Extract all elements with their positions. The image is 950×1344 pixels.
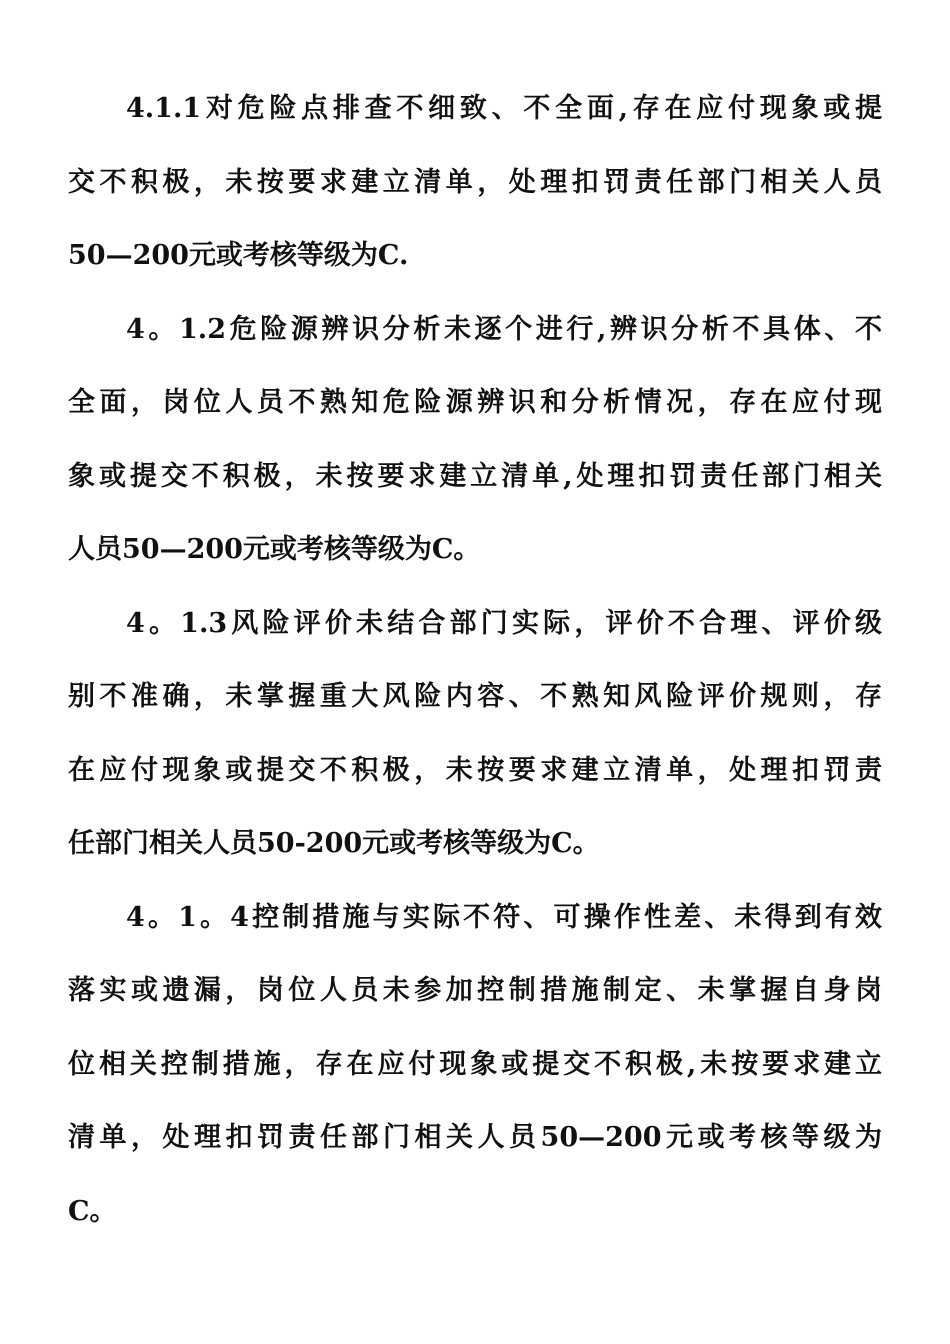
paragraph-line: 人员50—200元或考核等级为C。 xyxy=(68,534,481,565)
section-4-1-4 xyxy=(68,881,882,1249)
paragraph-line: 任部门相关人员50-200元或考核等级为C。 xyxy=(68,828,600,859)
document-body xyxy=(68,72,882,1248)
paragraph-line: 4。1。4控制措施与实际不符、可操作性差、未得到有效 xyxy=(126,901,882,933)
section-4-1-3 xyxy=(68,587,882,881)
paragraph-line: 交不积极，未按要求建立清单，处理扣罚责任部门相关人员 xyxy=(68,166,882,198)
paragraph-line: 全面，岗位人员不熟知危险源辨识和分析情况，存在应付现 xyxy=(68,387,882,418)
section-4-1-1 xyxy=(68,72,882,293)
paragraph-line: 在应付现象或提交不积极，未按要求建立清单，处理扣罚责 xyxy=(68,754,882,786)
paragraph-line: 4.1.1对危险点排查不细致、不全面,存在应付现象或提 xyxy=(126,93,882,124)
paragraph-line: 位相关控制措施，存在应付现象或提交不积极,未按要求建立 xyxy=(68,1048,882,1080)
paragraph-line: 别不准确，未掌握重大风险内容、不熟知风险评价规则，存 xyxy=(68,681,882,712)
paragraph-line: 4。1.3风险评价未结合部门实际，评价不合理、评价级 xyxy=(126,607,882,639)
paragraph-line: 4。1.2危险源辨识分析未逐个进行,辨识分析不具体、不 xyxy=(126,313,882,345)
paragraph-line: C。 xyxy=(68,1195,117,1227)
section-4-1-2 xyxy=(68,293,882,587)
paragraph-line: 象或提交不积极，未按要求建立清单,处理扣罚责任部门相关 xyxy=(68,460,882,492)
paragraph-line: 落实或遗漏，岗位人员未参加控制措施制定、未掌握自身岗 xyxy=(68,975,882,1006)
paragraph-line: 50—200元或考核等级为C. xyxy=(68,240,409,271)
paragraph-line: 清单，处理扣罚责任部门相关人员50—200元或考核等级为 xyxy=(68,1122,882,1153)
